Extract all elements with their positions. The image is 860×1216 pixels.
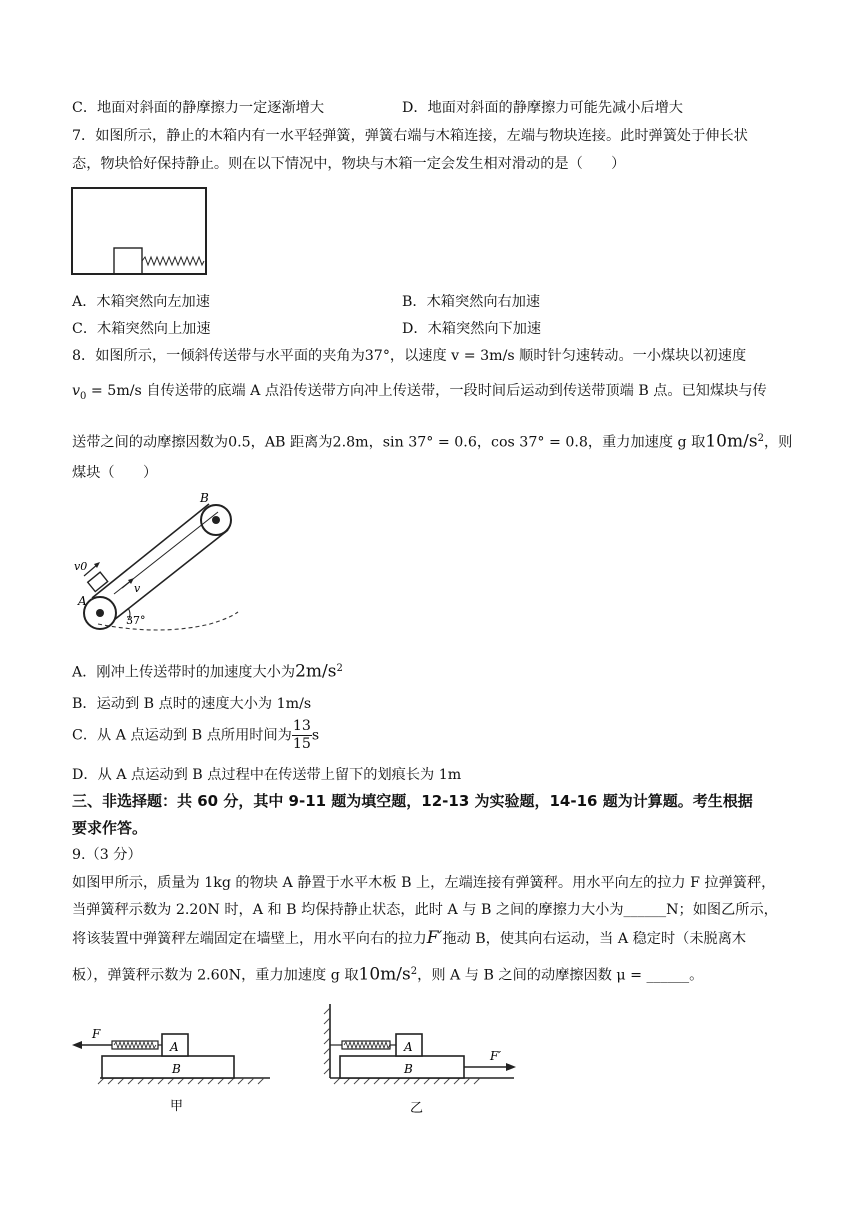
f-prime-symbol: F′ xyxy=(426,928,443,948)
q8-line3-text: 送带之间的动摩擦因数为0.5，AB 距离为2.8m，sin 37° = 0.6，cos 37° = 0.8，重力加速度 g 取 xyxy=(72,434,706,451)
board-b xyxy=(102,1056,234,1078)
q8-option-a-text: A．刚冲上传送带时的加速度大小为 xyxy=(72,664,296,681)
q8-line3-end: ，则 xyxy=(763,434,793,451)
q8-line3-sup: 2 xyxy=(757,433,764,444)
q8-option-c-text: C．从 A 点运动到 B 点所用时间为 xyxy=(72,727,292,744)
fraction xyxy=(292,718,312,753)
q8-option-d: D．从 A 点运动到 B 点过程中在传送带上留下的划痕长为 1m xyxy=(72,767,462,783)
q7-stem-line2: 态，物块恰好保持静止。则在以下情况中，物块与木箱一定会发生相对滑动的是（ ） xyxy=(72,156,626,172)
fraction-denominator: 15 xyxy=(292,736,311,752)
q8-line3-g-value: 10m/s xyxy=(705,431,758,452)
force-f-label: F xyxy=(92,1027,101,1041)
q9-line3 xyxy=(72,928,746,949)
q8-stem-line1: 8．如图所示，一倾斜传送带与水平面的夹角为37°，以速度 v = 3m/s 顺时针匀速转动。一小煤块以初速度 xyxy=(72,348,747,364)
q8-conveyor-figure xyxy=(70,490,250,640)
q8-stem-line3 xyxy=(72,429,792,453)
figure-yi-caption: 乙 xyxy=(410,1101,424,1116)
board-b-label: B xyxy=(172,1062,181,1076)
q7-stem-line1: 7．如图所示，静止的木箱内有一水平轻弹簧，弹簧右端与木箱连接，左端与物块连接。此时弹簧处于伸长状 xyxy=(72,128,748,144)
figure-jia-caption: 甲 xyxy=(170,1099,184,1114)
q9-figure-yi xyxy=(318,1000,528,1116)
q7-option-c: C．木箱突然向上加速 xyxy=(72,321,211,337)
q8-option-c xyxy=(72,718,319,753)
force-f-prime-label: F′ xyxy=(490,1049,502,1063)
block-a-label: A xyxy=(170,1040,179,1054)
v0-symbol: v xyxy=(72,383,81,399)
q7-option-a: A．木箱突然向左加速 xyxy=(72,294,210,310)
q9-line4-text-2: ，则 A 与 B 之间的动摩擦因数 μ = ______。 xyxy=(417,967,704,984)
q8-option-b: B．运动到 B 点时的速度大小为 1m/s xyxy=(72,696,312,712)
q9-figure-jia xyxy=(70,1020,280,1116)
point-a-label: A xyxy=(78,594,87,608)
q8-option-a xyxy=(72,659,343,683)
block xyxy=(114,248,142,274)
spring xyxy=(142,257,204,265)
q9-line2: 当弹簧秤示数为 2.20N 时，A 和 B 均保持静止状态，此时 A 与 B 之间的摩擦力大小为______N；如图乙所示， xyxy=(72,902,778,918)
q9-header: 9.（3 分） xyxy=(72,847,142,863)
q8-option-a-value: 2m/s xyxy=(295,661,337,682)
q8-option-a-sup: 2 xyxy=(336,663,343,674)
q9-line3-text: 将该装置中弹簧秤左端固定在墙壁上，用水平向右的拉力 xyxy=(72,931,427,947)
q8-line2-text: = 5m/s 自传送带的底端 A 点沿传送带方向冲上传送带，一段时间后运动到传送带顶端 B 点。已知煤块与传 xyxy=(86,383,767,399)
q7-box-figure xyxy=(70,186,210,278)
board-b-label: B xyxy=(404,1062,413,1076)
belt-upper-line xyxy=(92,504,209,598)
board-b xyxy=(340,1056,464,1078)
q9-line4-g-value: 10m/s xyxy=(358,964,411,985)
fraction-numerator: 13 xyxy=(292,718,311,734)
belt-lower-line xyxy=(114,530,228,620)
q9-line4-text: 板），弹簧秤示数为 2.60N，重力加速度 g 取 xyxy=(72,967,359,984)
point-b-label: B xyxy=(200,491,209,505)
v-label: v xyxy=(134,582,141,595)
q9-line3-text-2: 拖动 B，使其向右运动，当 A 稳定时（未脱离木 xyxy=(442,931,747,947)
q8-stem-line2 xyxy=(72,381,767,407)
q9-line4-sup: 2 xyxy=(410,966,418,977)
q7-option-b: B．木箱突然向右加速 xyxy=(402,294,541,310)
q8-option-c-unit: s xyxy=(311,727,320,744)
q6-option-c: C．地面对斜面的静摩擦力一定逐渐增大 xyxy=(72,100,325,116)
q6-option-d: D．地面对斜面的静摩擦力可能先减小后增大 xyxy=(402,100,683,116)
q7-option-d: D．木箱突然向下加速 xyxy=(402,321,542,337)
section3-heading-line1: 三、非选择题：共 60 分，其中 9-11 题为填空题，12-13 为实验题，14-16 题为计算题。考生根据 xyxy=(72,792,753,810)
angle-label: 37° xyxy=(126,614,146,627)
section3-heading-line2: 要求作答。 xyxy=(72,819,148,837)
v0-label: v0 xyxy=(74,560,88,573)
v0-subscript: 0 xyxy=(80,390,87,402)
q9-line1: 如图甲所示，质量为 1kg 的物块 A 静置于水平木板 B 上，左端连接有弹簧秤。用水平向左的拉力 F 拉弹簧秤， xyxy=(72,875,776,891)
q8-stem-line4: 煤块（ ） xyxy=(72,465,158,481)
q9-line4 xyxy=(72,962,703,986)
block-a-label: A xyxy=(404,1040,413,1054)
